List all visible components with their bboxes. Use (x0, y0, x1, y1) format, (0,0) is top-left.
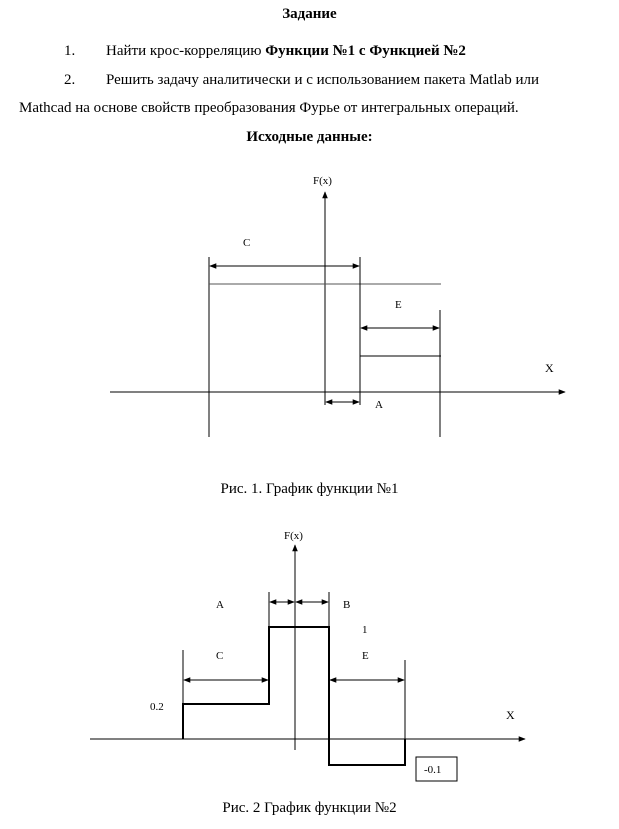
fig1-label-e: E (395, 299, 402, 311)
task-1-text-bold: Функции №1 с Функцией №2 (265, 43, 466, 59)
fig2-x-axis-label: X (506, 708, 515, 722)
task-2-line-1: Решить задачу аналитически и с использованием пакета Matlab или (106, 72, 540, 88)
fig2-step-curve (183, 627, 405, 765)
fig2-label-c: C (216, 650, 224, 662)
fig2-value-one: 1 (362, 624, 368, 636)
figure-1-caption: Рис. 1. График функции №1 (220, 481, 399, 497)
figure-2-caption: Рис. 2 График функции №2 (222, 800, 397, 816)
task-2-line-2: Mathcad на основе свойств преобразования Фурье от интегральных операций. (19, 100, 519, 116)
task-1-number: 1. (64, 43, 76, 59)
task-1-text-normal: Найти крос-корреляцию (106, 43, 266, 59)
figure-2-axes (90, 545, 525, 750)
fig2-label-e: E (362, 650, 369, 662)
fig1-y-axis-label: F(x) (313, 175, 332, 187)
fig2-label-a: A (216, 599, 224, 611)
figure-2-dimensions (184, 602, 404, 680)
fig2-label-b: B (343, 599, 351, 611)
source-data-heading: Исходные данные: (246, 129, 373, 145)
task-2-number: 2. (64, 72, 76, 88)
fig2-y-axis-label: F(x) (284, 530, 303, 542)
page-title: Задание (282, 6, 337, 22)
fig1-x-axis-label: X (545, 361, 554, 375)
fig1-label-c: C (243, 237, 251, 249)
fig2-value-low: 0.2 (150, 701, 164, 713)
fig2-value-neg: -0.1 (424, 764, 442, 776)
fig1-label-a: A (375, 399, 383, 411)
